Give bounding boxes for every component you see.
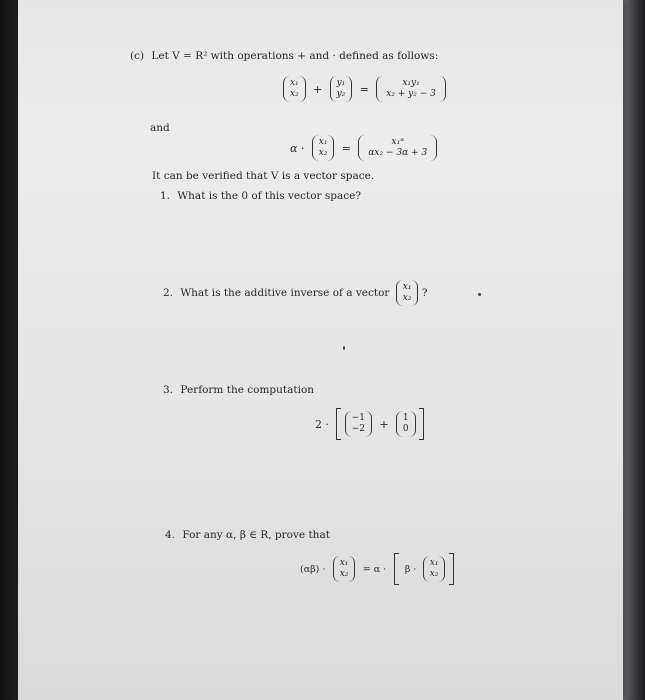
proof-equation [300,553,454,585]
addition-result-vector: x₁y₁ x₂ + y₂ − 3 [376,76,446,102]
proof-left-scalar: (αβ) · [300,563,326,575]
vector-y: y₁ y₂ [330,76,353,102]
question-3-number: 3. [163,384,174,396]
question-4 [165,529,330,541]
question-1 [160,190,361,202]
computation-vector-1: −1 −2 [345,411,372,437]
intro-text: Let V = R² with operations + and · defined as follows: [151,50,439,62]
computation-vector-2: 1 0 [396,411,416,437]
scalar-rule [290,135,437,161]
proof-equals: = α · [362,563,387,575]
question-4-text: For any α, β ∈ R, prove that [182,529,330,541]
part-label: (c) [130,50,145,62]
verified-text: It can be verified that V is a vector space. [152,170,375,182]
equals-operator-2: = [341,141,352,155]
question-2-vector: x₁ x₂ [396,280,419,306]
intro-line [130,50,438,62]
plus-operator: + [313,82,323,96]
addition-rule [283,76,446,102]
left-bracket [336,408,341,440]
computation-scalar: 2 · [315,417,329,431]
equals-operator: = [359,82,369,96]
proof-left-bracket [394,553,399,585]
proof-vector: x₁ x₂ [333,556,356,582]
question-2-text: What is the additive inverse of a vector [180,287,390,299]
question-3-text: Perform the computation [180,384,315,396]
proof-inner-vector: x₁ x₂ [423,556,446,582]
scalar-alpha: α · [290,141,305,155]
vector-x: x₁ x₂ [283,76,306,102]
question-2-number: 2. [163,287,174,299]
stray-mark [478,293,481,296]
stray-mark [343,346,345,350]
question-1-number: 1. [160,190,171,202]
question-2-suffix: ? [421,287,428,299]
question-1-text: What is the 0 of this vector space? [177,190,362,202]
computation-plus: + [379,417,389,431]
computation [315,408,424,440]
right-bracket [419,408,424,440]
and-label: and [150,122,170,134]
proof-right-bracket [449,553,454,585]
scalar-vector: x₁ x₂ [312,135,335,161]
proof-inner-scalar: β · [404,563,417,575]
scalar-result-vector: x₁ᵅ αx₂ − 3α + 3 [358,135,437,161]
question-2 [163,280,427,306]
question-3 [163,384,314,396]
question-4-number: 4. [165,529,176,541]
